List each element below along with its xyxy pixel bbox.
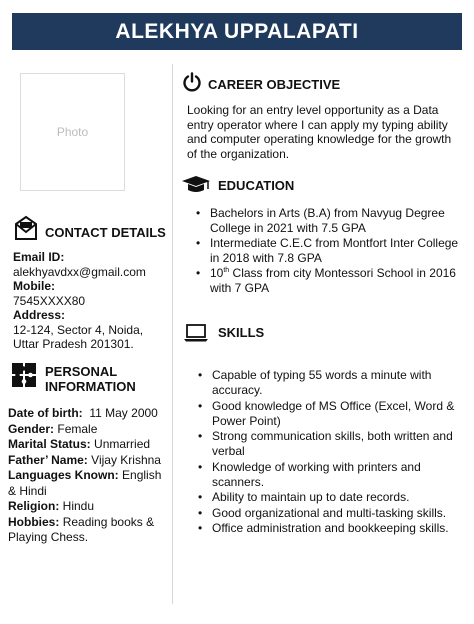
- resume-header: [12, 13, 462, 50]
- personal-info: [8, 406, 168, 546]
- skill-item: • Good organizational and multi-tasking skills.: [196, 506, 462, 521]
- mobile-label: Mobile:: [13, 279, 55, 293]
- column-divider: [172, 64, 173, 604]
- power-icon: [182, 72, 202, 92]
- puzzle-icon: [11, 362, 37, 388]
- dob-row: Date of birth: 11 May 2000: [8, 406, 158, 420]
- skill-item: • Knowledge of working with printers and scanners.: [196, 460, 462, 491]
- email-value: alekhyavdxx@gmail.com: [13, 264, 146, 279]
- address-line1: 12-124, Sector 4, Noida,: [13, 322, 144, 337]
- hobbies-row-cont: Playing Chess.: [8, 530, 89, 544]
- skill-item: • Office administration and bookkeeping skills.: [196, 521, 462, 536]
- religion-row: Religion: Hindu: [8, 499, 95, 513]
- photo-placeholder: [20, 73, 125, 191]
- career-objective-title: CAREER OBJECTIVE: [208, 77, 341, 92]
- skill-item: • Strong communication skills, both written and verbal: [196, 429, 462, 460]
- education-item: • 10th Class from city Montessori School in 2016 with 7 GPA: [194, 266, 462, 296]
- email-label: Email ID:: [13, 250, 65, 264]
- career-objective-text: Looking for an entry level opportunity as a Data entry operator where I can apply my typing ability and computer operating knowledge for the growth of the organization.: [187, 103, 452, 161]
- candidate-name: ALEKHYA UPPALAPATI: [115, 19, 359, 43]
- envelope-icon: [14, 215, 38, 241]
- photo-label: Photo: [56, 125, 89, 139]
- languages-row-cont: & Hindi: [8, 483, 47, 498]
- father-row: Father’ Name: Vijay Krishna: [8, 452, 161, 467]
- contact-details-title: CONTACT DETAILS: [45, 225, 166, 240]
- hobbies-row: Hobbies: Reading books &: [8, 514, 155, 529]
- skill-item: • Ability to maintain up to date records.: [196, 490, 462, 505]
- education-title: EDUCATION: [218, 178, 295, 193]
- languages-row: Languages Known: English: [8, 468, 162, 482]
- education-item: • Bachelors in Arts (B.A) from Navyug Degree College in 2021 with 7.5 GPA: [194, 206, 462, 236]
- laptop-icon: [183, 324, 209, 342]
- education-list: [194, 206, 462, 296]
- marital-row: Marital Status: Unmarried: [8, 437, 151, 451]
- contact-details: [13, 250, 168, 352]
- graduation-cap-icon: [181, 175, 211, 195]
- skills-list: [196, 368, 462, 536]
- address-line2: Uttar Pradesh 201301.: [13, 337, 134, 351]
- gender-row: Gender: Female: [8, 421, 98, 436]
- skill-item: • Good knowledge of MS Office (Excel, Word & Power Point): [196, 399, 462, 430]
- personal-info-title: PERSONAL INFORMATION: [45, 364, 136, 394]
- mobile-value: 7545XXXX80: [13, 293, 86, 308]
- skill-item: • Capable of typing 55 words a minute with accuracy.: [196, 368, 462, 399]
- education-item: • Intermediate C.E.C from Montfort Inter College in 2018 with 7.8 GPA: [194, 236, 462, 266]
- skills-title: SKILLS: [218, 325, 265, 340]
- address-label: Address:: [13, 308, 66, 322]
